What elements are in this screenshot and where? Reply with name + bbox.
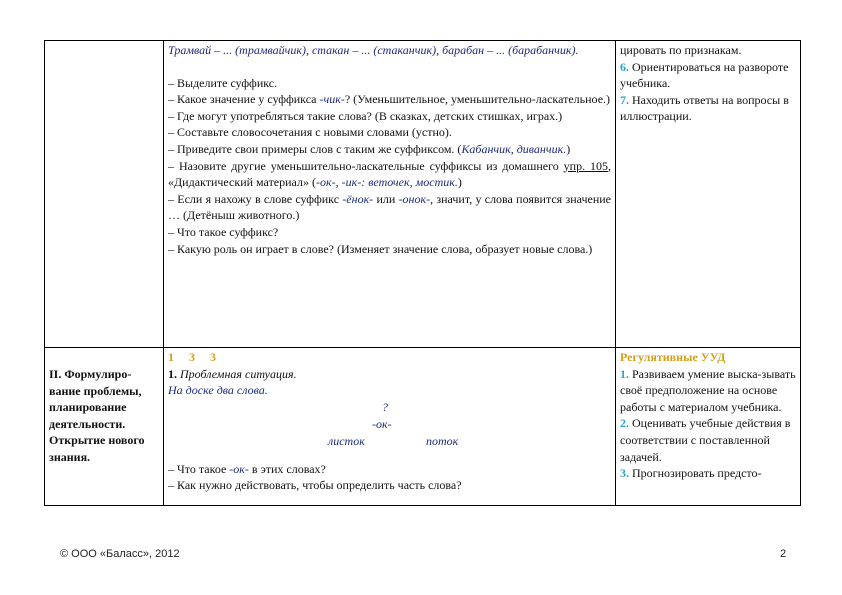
outcome-item: 7. Находить ответы на вопросы в иллюстрации. bbox=[620, 92, 789, 124]
outcome-item: 2. Оценивать учебные действия в соответствии с поставленной задачей. bbox=[620, 416, 791, 464]
stage-cell-empty bbox=[45, 41, 164, 348]
outcome-continuation: цировать по признакам. bbox=[620, 43, 742, 57]
outcome-item: 1. Развиваем умение выска-зывать своё предположение на основе работы с материалом учебника. bbox=[620, 366, 796, 414]
question-line: – Составьте словосочетания с новыми словами (устно). bbox=[168, 125, 452, 140]
table-row bbox=[45, 41, 801, 348]
question-line: – Какое значение у суффикса -чик-? (Уменьшительное, уменьшительно-ласкательное.) bbox=[168, 92, 611, 107]
question-line: – Какую роль он играет в слове? (Изменяет значение слова, образует новые слова.) bbox=[168, 241, 593, 256]
stage-cell bbox=[45, 348, 164, 506]
question-line: – Приведите свои примеры слов с таким же суффиксом. (Кабанчик, диванчик.) bbox=[168, 141, 571, 156]
question-line: – Что такое -ок- в этих словах? bbox=[168, 461, 326, 476]
question-line: – Как нужно действовать, чтобы определить часть слова? bbox=[168, 478, 462, 493]
exercise-link[interactable]: упр. 105 bbox=[563, 158, 609, 173]
footer-copyright: © ООО «Баласс», 2012 bbox=[60, 548, 180, 560]
uud-title: Регулятивные УУД bbox=[620, 350, 726, 364]
intro-line: Трамвай – ... (трамвайчик), стакан – ... (стаканчик), барабан – ... (барабанчик). bbox=[168, 43, 579, 57]
activity-cell bbox=[164, 348, 616, 506]
activity-cell bbox=[164, 41, 616, 348]
page-number: 2 bbox=[780, 548, 787, 560]
stage-title: II. Формулиро-вание проблемы, планирование деятельности. Открытие нового знания. bbox=[49, 367, 145, 464]
question-line: – Если я нахожу в слове суффикс -ёнок- или -онок-, значит, у слова появится значение … (Детёныш животного.) bbox=[168, 191, 612, 223]
diagram-question: ? bbox=[382, 399, 388, 414]
question-line: – Назовите другие уменьшительно-ласкательные суффиксы из домашнего упр. 105, «Дидактический материал» (-ок-, -ик-: веточек, мостик.) bbox=[168, 158, 612, 190]
diagram-suffix: -ок- bbox=[372, 416, 392, 431]
question-line: – Выделите суффикс. bbox=[168, 75, 278, 90]
table-row bbox=[45, 348, 801, 506]
word-diagram bbox=[168, 399, 611, 449]
question-line: – Где могут употребляться такие слова? (В сказках, детских стишках, играх.) bbox=[168, 108, 563, 123]
outcomes-cell bbox=[616, 41, 801, 348]
lesson-table bbox=[44, 40, 801, 506]
outcome-item: 3. Прогнозировать предсто- bbox=[620, 466, 762, 481]
marks: 1 3 3 bbox=[168, 350, 222, 364]
outcome-item: 6. Ориентироваться на развороте учебника. bbox=[620, 59, 789, 91]
question-line: – Что такое суффикс? bbox=[168, 224, 279, 239]
board-note: На доске два слова. bbox=[168, 383, 268, 398]
item-heading: 1. Проблемная ситуация. bbox=[168, 366, 297, 381]
outcomes-cell bbox=[616, 348, 801, 506]
diagram-word: поток bbox=[426, 433, 459, 448]
diagram-word: листок bbox=[328, 433, 365, 448]
